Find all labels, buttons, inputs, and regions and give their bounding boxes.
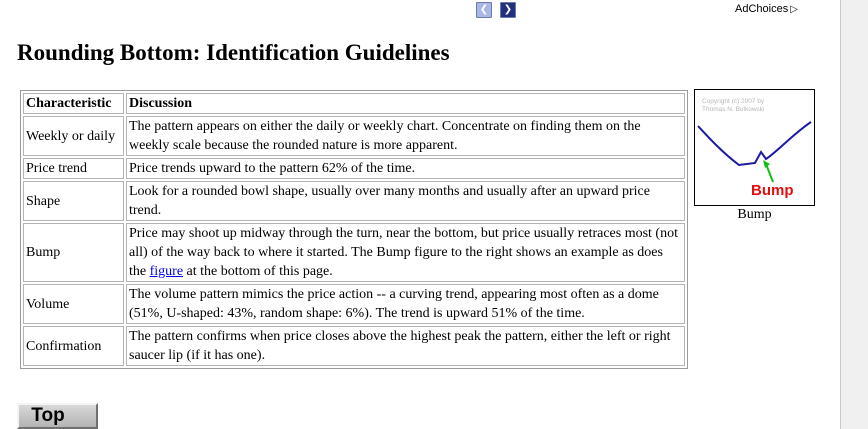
figure-link[interactable]: figure [149, 264, 184, 279]
copyright-line-2: Thomas N. Bulkowski [702, 106, 765, 113]
bump-figure-caption: Bump [737, 207, 772, 222]
bump-price-curve [698, 122, 811, 165]
table-header-row [23, 93, 685, 114]
characteristic-cell: Weekly or daily [23, 116, 124, 156]
discussion-text: Price may shoot up midway through the turn, near the bottom, but price usually retraces most (not all) of the way back to where it started. The Bump figure to the right shows an example as does the [129, 226, 678, 279]
chevron-right-icon: ❯ [503, 4, 513, 15]
discussion-cell: Price trends upward to the pattern 62% of the time. [126, 158, 685, 179]
previous-page-button[interactable] [476, 2, 492, 18]
adchoices-link[interactable] [735, 3, 798, 15]
table-row [23, 326, 685, 366]
discussion-cell [126, 223, 685, 282]
page-title: Rounding Bottom: Identification Guidelines [17, 40, 450, 65]
table-row [23, 116, 685, 156]
characteristic-cell: Shape [23, 181, 124, 221]
right-panel-edge [840, 0, 868, 429]
next-page-button[interactable] [500, 2, 516, 18]
bump-arrow-shaft [766, 164, 773, 182]
discussion-cell: The pattern appears on either the daily or weekly chart. Concentrate on finding them on the weekly scale because the rounded nature is more apparent. [126, 116, 685, 156]
characteristic-cell: Confirmation [23, 326, 124, 366]
copyright-line-1: Copyright (c) 2007 by [702, 98, 765, 105]
bump-figure[interactable] [694, 89, 815, 206]
discussion-text: at the bottom of this page. [183, 264, 333, 279]
guidelines-table [20, 90, 688, 369]
discussion-cell: The pattern confirms when price closes above the highest peak the pattern, either the left or right saucer lip (if it has one). [126, 326, 685, 366]
bump-figure-graphic [695, 90, 814, 205]
bump-figure-label: Bump [751, 182, 794, 199]
table-row [23, 158, 685, 179]
characteristic-cell: Volume [23, 284, 124, 324]
table-row [23, 223, 685, 282]
adchoices-play-icon: ▷ [790, 4, 798, 15]
characteristic-cell: Price trend [23, 158, 124, 179]
column-header-characteristic: Characteristic [23, 93, 124, 114]
adchoices-label: AdChoices [735, 3, 789, 15]
discussion-cell: The volume pattern mimics the price action -- a curving trend, appearing most often as a dome (51%, U-shaped: 43%, random shape: 6%). The trend is upward 51% of the time. [126, 284, 685, 324]
top-button[interactable]: Top [17, 403, 98, 429]
column-header-discussion: Discussion [126, 93, 685, 114]
characteristic-cell: Bump [23, 223, 124, 282]
chevron-left-icon: ❮ [479, 4, 489, 15]
discussion-cell: Look for a rounded bowl shape, usually over many months and usually after an upward price trend. [126, 181, 685, 221]
table-row [23, 284, 685, 324]
pager [476, 2, 520, 18]
table-row [23, 181, 685, 221]
